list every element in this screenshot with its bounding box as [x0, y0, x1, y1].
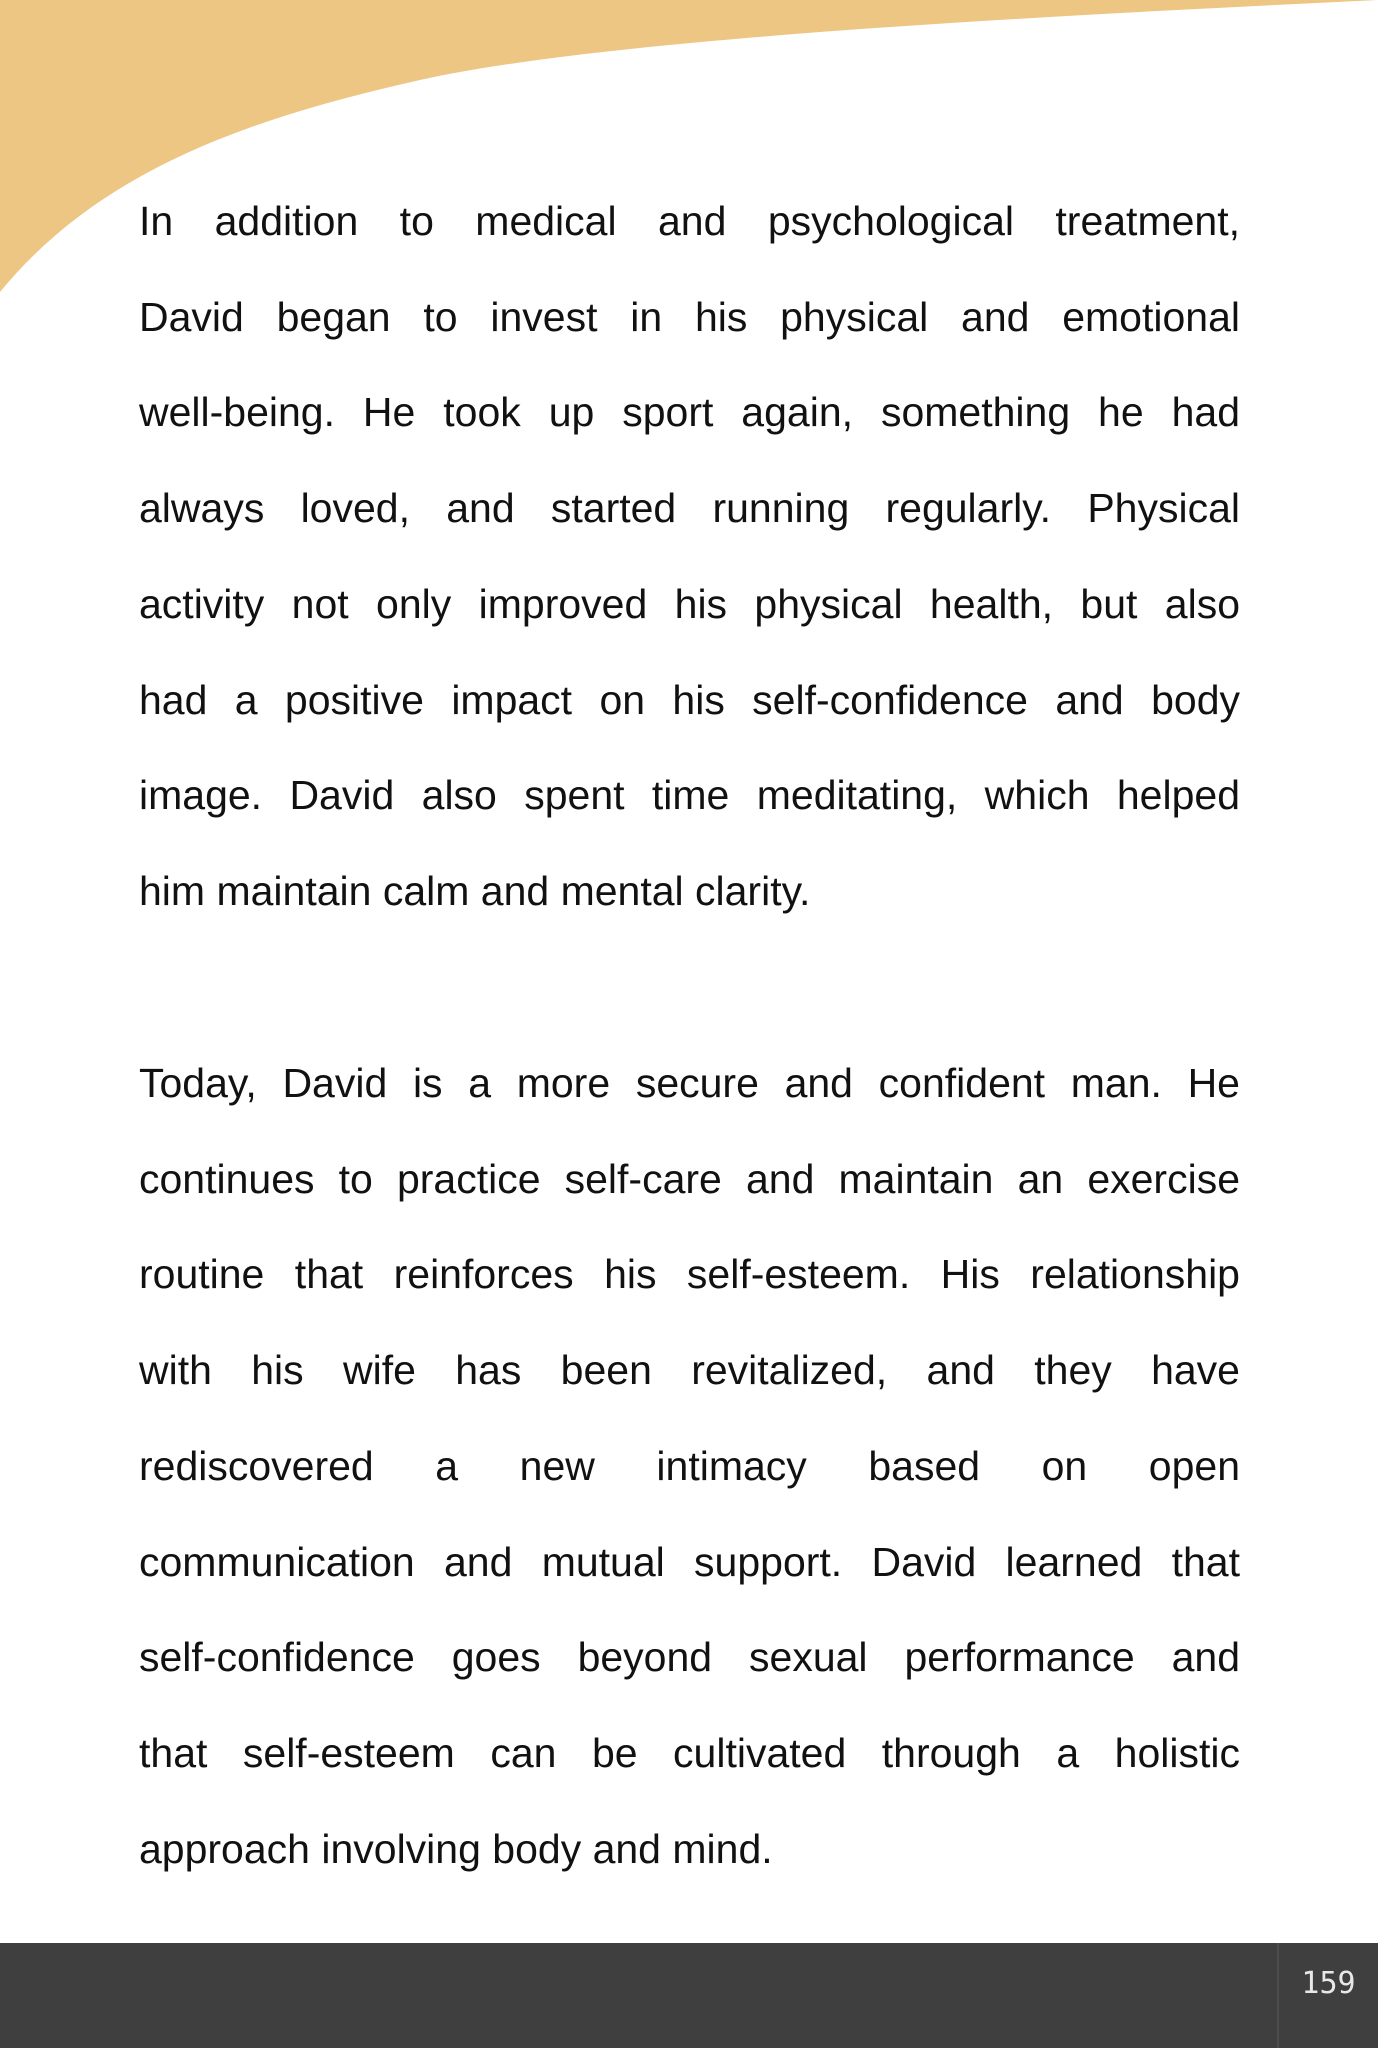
paragraph-line: image. David also spent time meditating, which helped	[139, 772, 1240, 819]
page-footer	[0, 1943, 1378, 2048]
paragraph-line: rediscovered a new intimacy based on open	[139, 1442, 1240, 1489]
paragraph-today	[139, 1036, 1240, 1897]
paragraph-line: well-being. He took up sport again, something he had	[139, 389, 1240, 436]
paragraph-line: him maintain calm and mental clarity.	[139, 867, 811, 914]
page-number: 159	[1301, 1966, 1356, 2001]
paragraph-line: self-confidence goes beyond sexual performance and	[139, 1634, 1240, 1681]
paragraph-line: had a positive impact on his self-confidence and body	[139, 676, 1240, 723]
paragraph-line: In addition to medical and psychological treatment,	[139, 198, 1240, 244]
paragraph-line: with his wife has been revitalized, and they have	[139, 1347, 1240, 1394]
paragraph-line: routine that reinforces his self-esteem. His relationship	[139, 1251, 1240, 1298]
paragraph-line: approach involving body and mind.	[139, 1825, 773, 1872]
paragraph-line: David began to invest in his physical and emotional	[139, 293, 1240, 340]
paragraph-line: that self-esteem can be cultivated through a holistic	[139, 1729, 1240, 1776]
paragraph-line: activity not only improved his physical health, but also	[139, 580, 1240, 627]
paragraph-line: always loved, and started running regularly. Physical	[139, 485, 1240, 532]
paragraph-line: Today, David is a more secure and confident man. He	[139, 1060, 1240, 1106]
paragraph-line: continues to practice self-care and maintain an exercise	[139, 1155, 1240, 1202]
paragraph-line: communication and mutual support. David learned that	[139, 1538, 1240, 1585]
paragraph-wellbeing	[139, 174, 1240, 940]
